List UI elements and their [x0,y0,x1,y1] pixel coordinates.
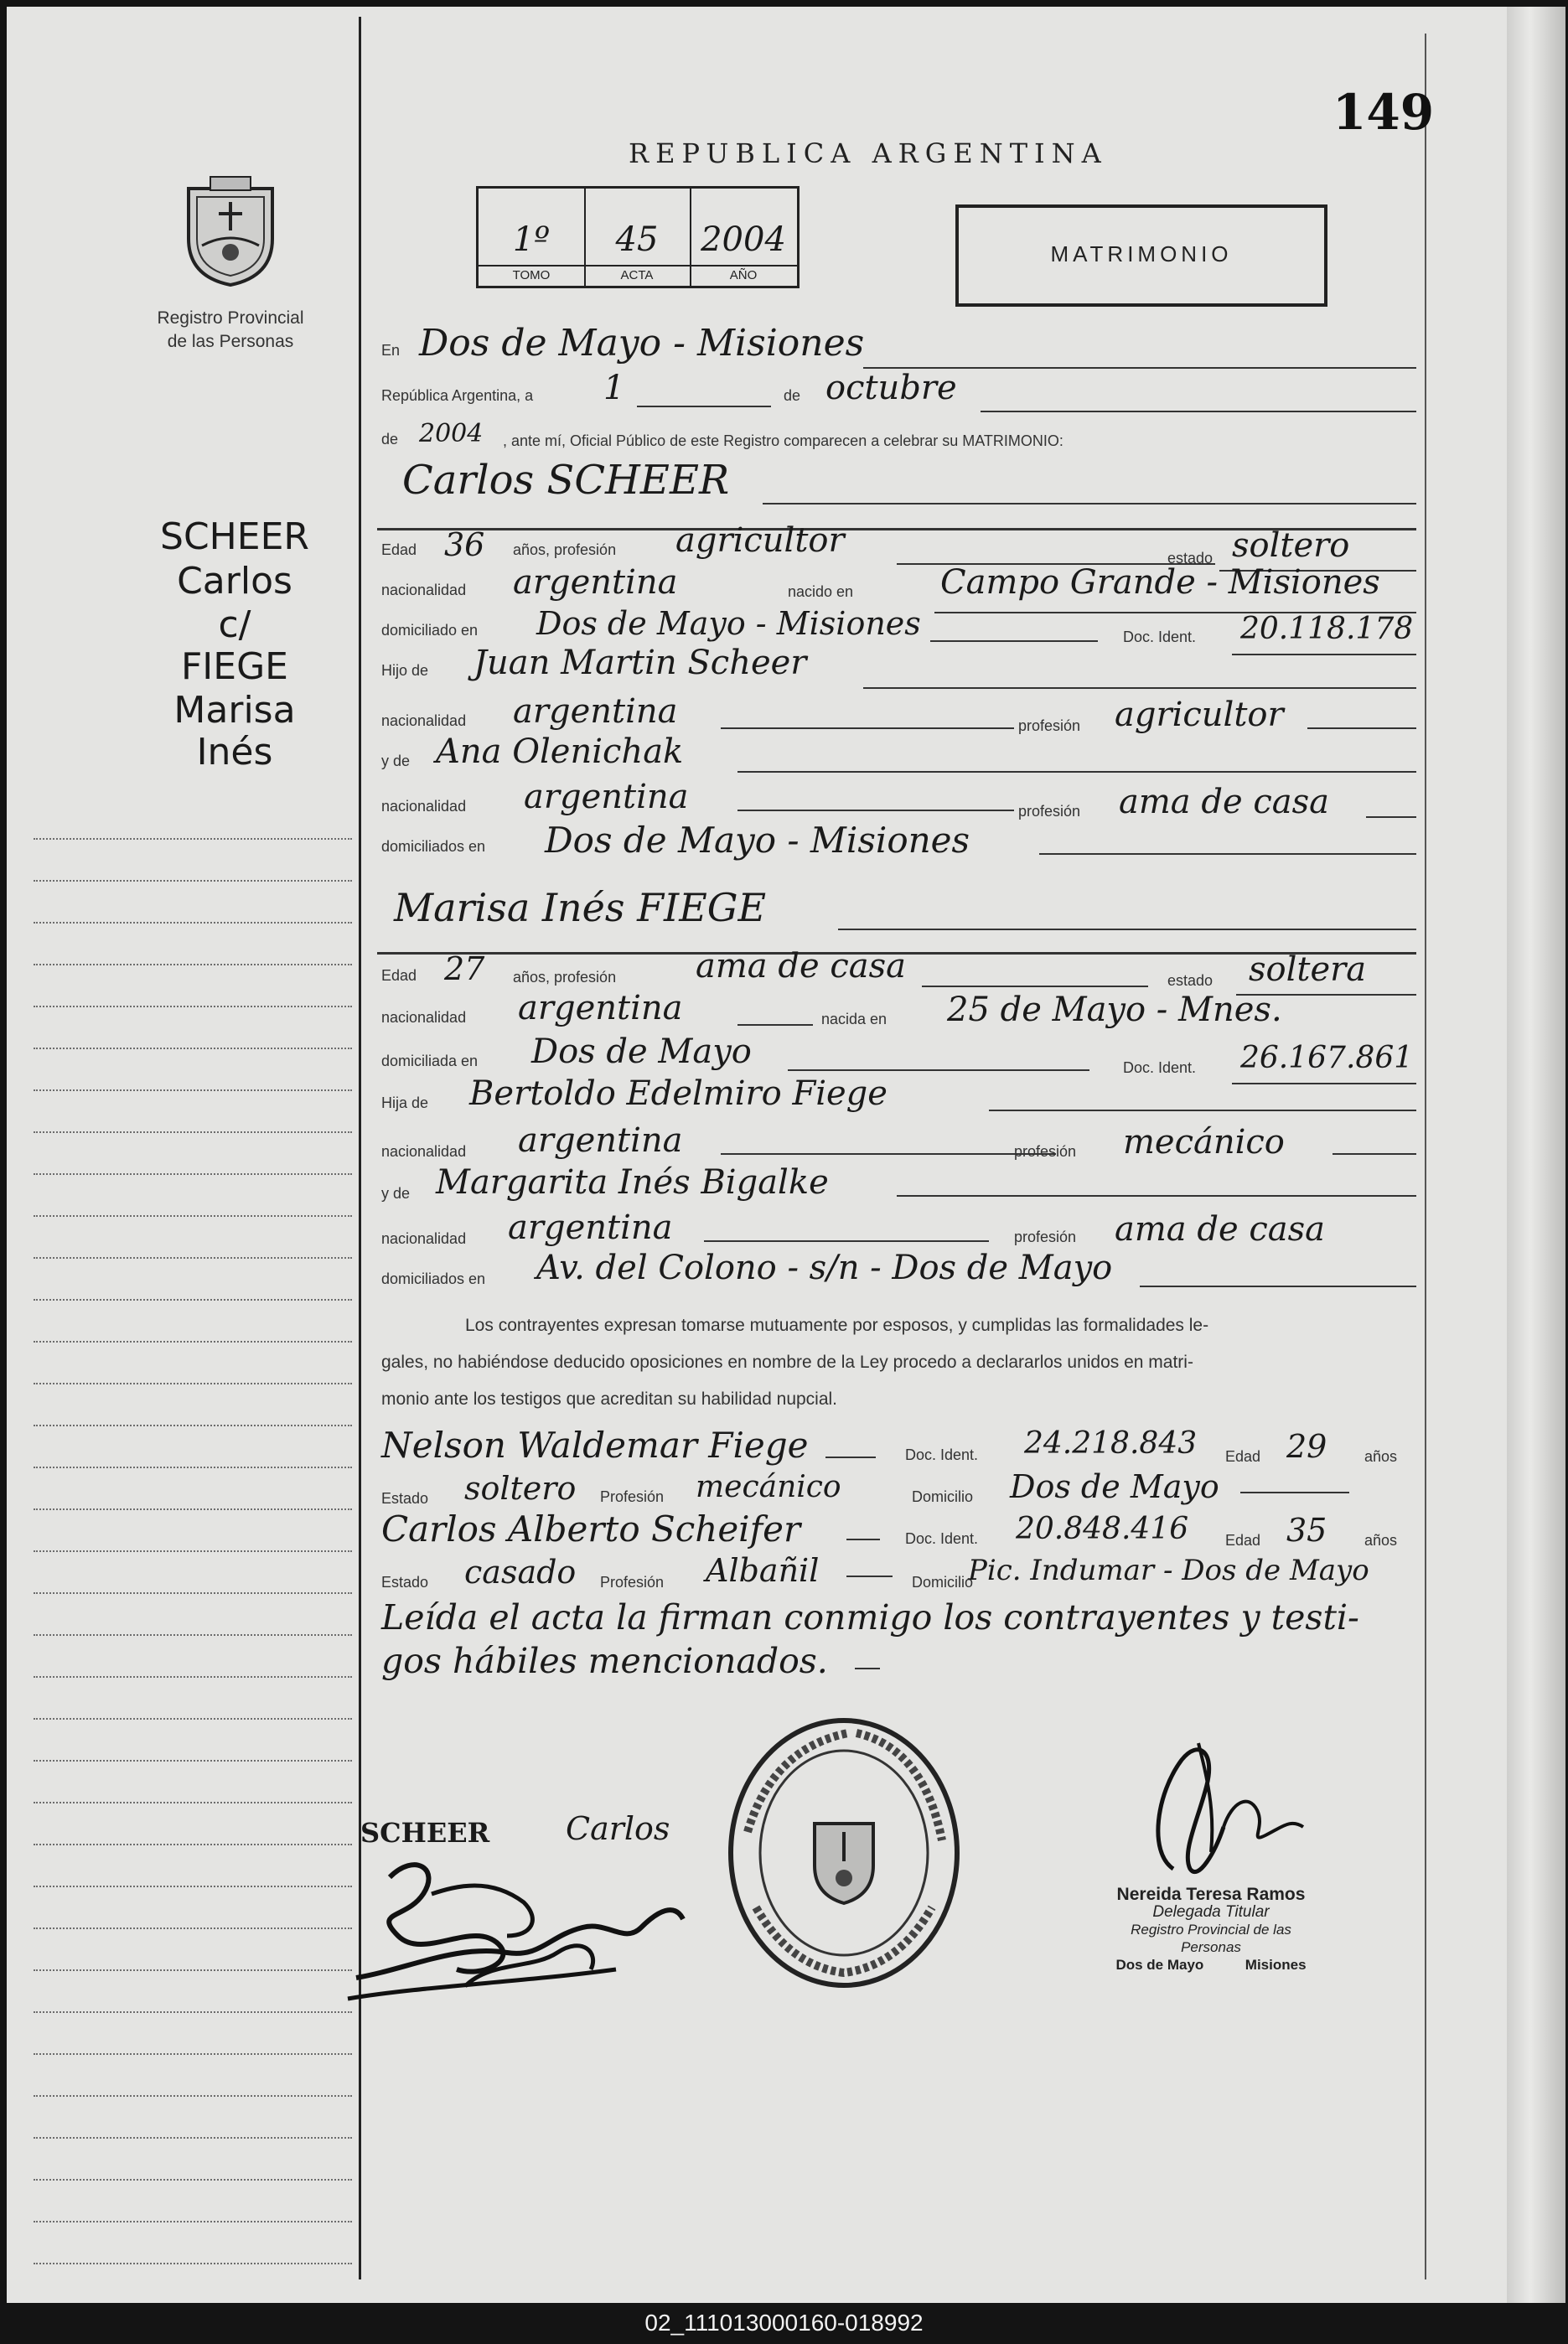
label-anos-profesion: años, profesión [513,541,617,558]
folio-number: 149 [1333,84,1435,141]
official-seal-icon [722,1715,965,1991]
fill-line [1307,727,1416,729]
ano-cell [690,189,797,286]
fill-line [989,1110,1416,1111]
label-nacionalidad: nacionalidad [381,1009,467,1026]
image-code: 02_111013000160-018992 [644,2310,924,2336]
label-anos-profesion: años, profesión [513,969,617,986]
declaration-text [381,1307,1412,1418]
margin-dotted-line [34,1467,352,1468]
label-nacionalidad: nacionalidad [381,1143,467,1160]
groom-father-profession: agricultor [1115,696,1284,734]
act-place: Dos de Mayo - Misiones [419,322,865,365]
label-edad: Edad [381,967,417,984]
fill-line [981,411,1416,412]
fill-line [1366,816,1416,818]
margin-dotted-line [34,1006,352,1007]
bride-domicile: Dos de Mayo [531,1032,752,1071]
label-nacionalidad: nacionalidad [381,798,467,815]
label-estado: estado [1167,972,1214,989]
document-type-box [955,204,1327,307]
fill-line [721,1153,1056,1155]
label-profesion: profesión [1014,1143,1077,1160]
margin-dotted-line [34,2221,352,2222]
tomo-value: 1º [512,220,551,259]
closing-line: Leída el acta la firman conmigo los contrayentes y testi- [381,1597,1359,1638]
signatures-scribble [339,1844,691,2011]
label-domiciliados-en: domiciliados en [381,1270,486,1287]
fill-line [737,810,1014,811]
label-edad: Edad [1225,1448,1261,1465]
official-name: Nereida Teresa Ramos [1116,1885,1306,1904]
label-profesion: Profesión [600,1488,665,1505]
witness2-profession: Albañil [706,1552,820,1589]
margin-note-line: Inés [196,731,273,774]
margin-dotted-line [34,1508,352,1510]
act-year: 2004 [419,419,484,448]
official-title: Delegada Titular [1152,1903,1270,1921]
margin-dotted-line [34,1760,352,1762]
registry-label-line2: de las Personas [167,332,294,351]
fill-line [863,687,1416,689]
margin-note-line: Carlos [177,560,292,603]
fill-line [838,929,1416,930]
witness2-age: 35 [1286,1512,1327,1549]
official-office: Registro Provincial de las [1131,1922,1291,1938]
official-place: Dos de Mayo [1115,1957,1204,1973]
groom-domicile: Dos de Mayo - Misiones [536,605,921,642]
fill-line [922,986,1148,987]
witness1-domicile: Dos de Mayo [1010,1468,1219,1505]
label-nacionalidad: nacionalidad [381,1230,467,1247]
bride-father: Bertoldo Edelmiro Fiege [469,1074,887,1113]
margin-dotted-line [34,838,352,840]
bride-mother-profession: ama de casa [1115,1210,1325,1249]
margin-dotted-line [34,1299,352,1301]
fill-line [1232,654,1416,655]
label-doc-ident: Doc. Ident. [1123,1059,1197,1076]
bride-father-profession: mecánico [1123,1123,1285,1162]
margin-dotted-line [34,1257,352,1259]
act-day: 1 [603,369,625,407]
label-nacido-en: nacido en [788,583,854,600]
margin-note-line: Marisa [173,689,296,732]
page-edge [1507,7,1565,2303]
witness2-name: Carlos Alberto Scheifer [381,1508,801,1550]
margin-dotted-line [34,1886,352,1887]
fill-line [846,1539,880,1540]
groom-age: 36 [444,526,485,563]
margin-dotted-line [34,1215,352,1217]
fill-line [1333,1153,1416,1155]
right-rule [1425,34,1426,2279]
margin-dotted-line [34,964,352,965]
witness2-doc: 20.848.416 [1016,1512,1189,1546]
label-profesion: profesión [1018,717,1081,734]
witness2-domicile: Pic. Indumar - Dos de Mayo [968,1554,1369,1587]
fill-line [704,1240,989,1242]
bride-birthplace: 25 de Mayo - Mnes. [947,991,1282,1029]
fill-line [1232,1083,1416,1084]
label-profesion: profesión [1018,803,1081,820]
fill-line [897,1195,1416,1197]
bride-nationality: argentina [518,989,683,1027]
margin-dotted-line [34,2053,352,2055]
groom-parents-domicile: Dos de Mayo - Misiones [545,820,970,861]
witness2-civil-status: casado [464,1554,577,1591]
bride-doc: 26.167.861 [1240,1041,1414,1075]
margin-dotted-line [34,1173,352,1175]
groom-doc: 20.118.178 [1240,612,1414,646]
margin-dotted-line [34,1550,352,1552]
margin-dotted-line [34,1089,352,1091]
margin-dotted-line [34,2263,352,2264]
bride-mother-nationality: argentina [508,1208,673,1247]
label-republica-a: República Argentina, a [381,387,534,404]
fill-line [737,1024,813,1026]
label-domiciliados-en: domiciliados en [381,838,486,855]
label-de-year: de [381,431,399,448]
label-nacionalidad: nacionalidad [381,712,467,729]
fill-line [855,1668,880,1669]
margin-dotted-line [34,2011,352,2013]
fill-line [721,727,1014,729]
groom-profession: agricultor [675,521,845,560]
margin-dotted-line [34,1048,352,1049]
margin-note-line: SCHEER [160,515,309,558]
label-estado: Estado [381,1574,429,1591]
registry-label [126,307,335,354]
groom-birthplace: Campo Grande - Misiones [940,563,1380,602]
bride-father-nationality: argentina [518,1121,683,1160]
label-domiciliada-en: domiciliada en [381,1053,479,1069]
label-nacionalidad: nacionalidad [381,582,467,598]
label-profesion: profesión [1014,1229,1077,1245]
label-hijo-de: Hijo de [381,662,429,679]
fill-line [825,1457,876,1458]
label-doc-ident: Doc. Ident. [905,1446,979,1463]
margin-dotted-line [34,1718,352,1720]
groom-name: Carlos SCHEER [402,457,730,504]
label-anos: años [1364,1448,1398,1465]
witness1-doc: 24.218.843 [1024,1426,1198,1461]
margin-dotted-line [34,922,352,924]
label-domiciliado-en: domiciliado en [381,622,479,639]
label-de: de [784,387,801,404]
acta-label: ACTA [584,265,690,282]
groom-mother: Ana Olenichak [436,732,684,771]
margin-dotted-line [34,1383,352,1384]
declaration-line: monio ante los testigos que acreditan su habilidad nupcial. [381,1389,838,1409]
margin-dotted-line [34,1927,352,1929]
bride-civil-status: soltera [1249,950,1367,989]
margin-dotted-line [34,1131,352,1133]
ano-label: AÑO [690,265,797,282]
declaration-line: gales, no habiéndose deducido oposiciones en nombre de la Ley procedo a declararlos unidos en matri- [381,1353,1193,1372]
margin-dotted-line [34,2137,352,2139]
document-type: MATRIMONIO [1050,241,1233,266]
margin-dotted-line [34,1592,352,1594]
fill-line [763,503,1416,505]
official-province: Misiones [1245,1957,1307,1973]
label-edad: Edad [1225,1532,1261,1549]
witness1-civil-status: soltero [464,1470,577,1507]
margin-dotted-line [34,2179,352,2181]
bride-parents-domicile: Av. del Colono - s/n - Dos de Mayo [536,1249,1113,1287]
margin-note-line: FIEGE [181,645,288,688]
label-en: En [381,342,401,359]
margin-dotted-line [34,1341,352,1343]
fill-line [1039,853,1416,855]
witness1-profession: mecánico [696,1470,841,1504]
act-month: octubre [825,369,957,407]
margin-dotted-line [34,2095,352,2097]
witness1-name: Nelson Waldemar Fiege [381,1425,809,1466]
groom-mother-profession: ama de casa [1119,783,1329,821]
label-y-de: y de [381,753,411,769]
label-y-de: y de [381,1185,411,1202]
label-doc-ident: Doc. Ident. [1123,629,1197,645]
registry-label-line1: Registro Provincial [157,308,304,328]
label-estado: Estado [381,1490,429,1507]
label-doc-ident: Doc. Ident. [905,1530,979,1547]
groom-father-nationality: argentina [513,692,678,731]
margin-dotted-line [34,1634,352,1636]
fill-line [1140,1286,1416,1287]
fill-line [846,1576,893,1577]
label-nacida-en: nacida en [821,1011,887,1027]
groom-print-signature: SCHEER [360,1817,490,1849]
margin-dotted-line [34,1425,352,1426]
fill-line [737,771,1416,773]
label-edad: Edad [381,541,417,558]
tomo-cell [479,189,586,286]
margin-dotted-line [34,1802,352,1803]
groom-nationality: argentina [513,563,678,602]
official-block [1077,1886,1345,1974]
closing-line: gos hábiles mencionados. [381,1641,828,1681]
book-reference-box [476,186,800,288]
declaration-line: Los contrayentes expresan tomarse mutuamente por esposos, y cumplidas las formalidades le- [465,1316,1209,1335]
margin-dotted-line [34,880,352,882]
groom-father: Juan Martin Scheer [474,644,807,682]
label-anos: años [1364,1532,1398,1549]
province-shield-icon [172,172,289,289]
label-domicilio: Domicilio [912,1488,974,1505]
bride-mother: Margarita Inés Bigalke [436,1163,829,1202]
groom-civil-status: soltero [1232,526,1350,565]
label-profesion: Profesión [600,1574,665,1591]
bride-print-signature: Carlos [566,1810,670,1847]
bride-profession: ama de casa [696,947,906,986]
official-office-2: Personas [1181,1939,1241,1955]
official-signature [1123,1726,1324,1894]
fill-line [930,640,1098,642]
label-estado: estado [1167,550,1214,567]
official-location [1077,1956,1345,1974]
margin-note-line: c/ [218,603,251,646]
bride-name: Marisa Inés FIEGE [394,885,767,930]
fill-line [637,406,771,407]
margin-dotted-line [34,1676,352,1678]
ano-value: 2004 [701,220,786,259]
fill-line [1240,1492,1349,1493]
label-hija-de: Hija de [381,1094,429,1111]
margin-dotted-line [34,1969,352,1971]
bride-age: 27 [444,950,485,987]
label-domicilio: Domicilio [912,1574,974,1591]
tomo-label: TOMO [479,265,584,282]
acta-value: 45 [615,220,659,259]
country-heading: REPUBLICA ARGENTINA [629,137,1108,169]
margin-dotted-line [34,1844,352,1845]
groom-mother-nationality: argentina [524,778,689,816]
acta-cell [584,189,691,286]
fill-line [788,1069,1089,1071]
witness1-age: 29 [1286,1428,1327,1465]
label-ante-mi: , ante mí, Oficial Público de este Registro comparecen a celebrar su MATRIMONIO: [503,432,1063,449]
